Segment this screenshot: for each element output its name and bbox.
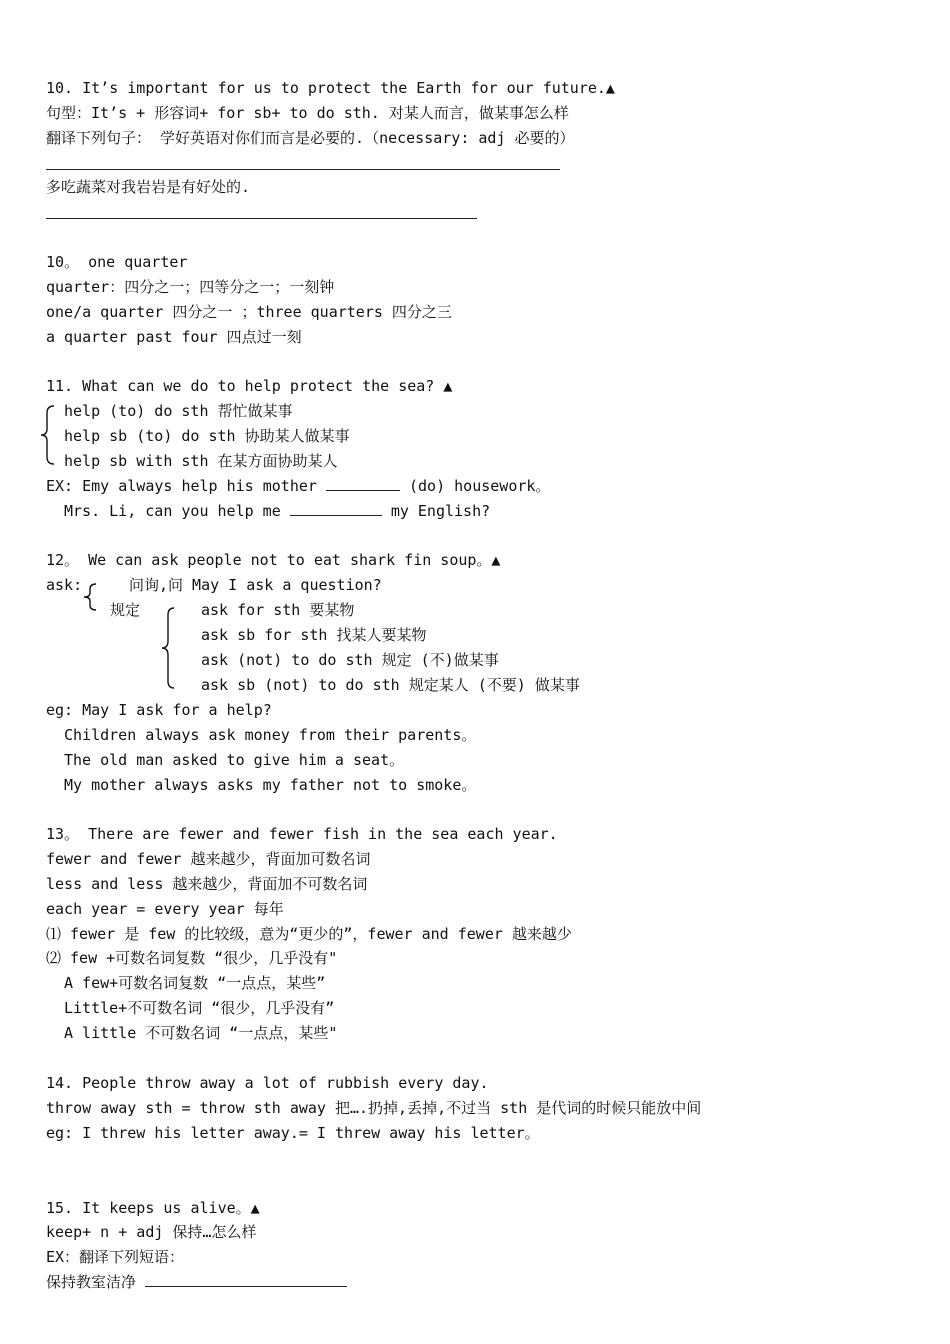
s12-title: 12。 We can ask people not to eat shark fin soup。▲: [46, 551, 501, 569]
s15-line2: EX：翻译下列短语：: [46, 1248, 185, 1266]
s12-eg-1: eg: May I ask for a help?: [46, 701, 272, 719]
blank-field: [326, 476, 400, 491]
s15-line1: keep+ n + adj 保持…怎么样: [46, 1223, 257, 1241]
s12-eg-4: My mother always asks my father not to smoke。: [64, 776, 477, 794]
s13-line4: ⑴ fewer 是 few 的比较级，意为“更少的”，fewer and fewer 越来越少: [46, 925, 572, 943]
s13-line3: each year = every year 每年: [46, 900, 284, 918]
s10b-line2: one/a quarter 四分之一 ；three quarters 四分之三: [46, 303, 452, 321]
brace-icon: [80, 582, 100, 612]
s12-rule-2: ask sb for sth 找某人要某物: [201, 626, 427, 644]
s12-meaning-1: 问询,问 May I ask a question?: [129, 576, 382, 594]
s11-title: 11. What can we do to help protect the sea? ▲: [46, 377, 453, 395]
s14-line2: eg: I threw his letter away.= I threw away his letter。: [46, 1124, 540, 1142]
s11-help-2: help sb (to) do sth 协助某人做某事: [64, 427, 350, 445]
s12-meaning-2: 规定: [110, 601, 141, 619]
s10a-translate: 翻译下列句子： 学好英语对你们而言是必要的.（necessary: adj 必要的）: [46, 129, 575, 147]
s13-line8: A little 不可数名词 “一点点，某些": [64, 1024, 338, 1042]
s13-line2: less and less 越来越少，背面加不可数名词: [46, 875, 368, 893]
s13-line1: fewer and fewer 越来越少，背面加可数名词: [46, 850, 371, 868]
s12-ask: ask:: [46, 576, 83, 594]
s15-title: 15. It keeps us alive。▲: [46, 1199, 260, 1217]
s13-title: 13。 There are fewer and fewer fish in the sea each year.: [46, 825, 558, 843]
answer-line-2: [46, 218, 477, 219]
s12-eg-3: The old man asked to give him a seat。: [64, 751, 405, 769]
s11-ex1: EX: Emy always help his mother (do) housework。: [46, 477, 551, 495]
s10b-line1: quarter：四分之一；四等分之一；一刻钟: [46, 278, 335, 296]
s12-rule-3: ask (not) to do sth 规定 (不)做某事: [201, 651, 499, 669]
s10a-pattern: 句型：It’s + 形容词+ for sb+ to do sth. 对某人而言，做某事怎么样: [46, 104, 569, 122]
s14-line1: throw away sth = throw sth away 把….扔掉,丢掉,不过当 sth 是代词的时候只能放中间: [46, 1099, 702, 1117]
s10b-title: 10。 one quarter: [46, 253, 188, 271]
brace-icon: [158, 605, 178, 691]
s11-help-3: help sb with sth 在某方面协助某人: [64, 452, 338, 470]
blank-field: [290, 501, 382, 516]
s11-help-1: help (to) do sth 帮忙做某事: [64, 402, 293, 420]
s11-ex2: Mrs. Li, can you help me my English?: [64, 502, 491, 520]
s12-rule-4: ask sb (not) to do sth 规定某人 (不要) 做某事: [201, 676, 580, 694]
s12-rule-1: ask for sth 要某物: [201, 601, 355, 619]
s13-line7: Little+不可数名词 “很少，几乎没有”: [64, 999, 335, 1017]
s13-line6: A few+可数名词复数 “一点点，某些”: [64, 974, 326, 992]
answer-line-1: [46, 169, 560, 170]
s10b-line3: a quarter past four 四点过一刻: [46, 328, 302, 346]
s12-eg-2: Children always ask money from their parents。: [64, 726, 477, 744]
s10a-title: 10. It’s important for us to protect the Earth for our future.▲: [46, 79, 615, 97]
blank-field: [145, 1272, 347, 1287]
s14-title: 14. People throw away a lot of rubbish every day.: [46, 1074, 489, 1092]
s10a-sentence2: 多吃蔬菜对我岩岩是有好处的.: [46, 178, 251, 196]
s13-line5: ⑵ few +可数名词复数 “很少，几乎没有": [46, 949, 338, 967]
brace-icon: [38, 403, 58, 467]
s15-line3: 保持教室洁净: [46, 1272, 347, 1292]
